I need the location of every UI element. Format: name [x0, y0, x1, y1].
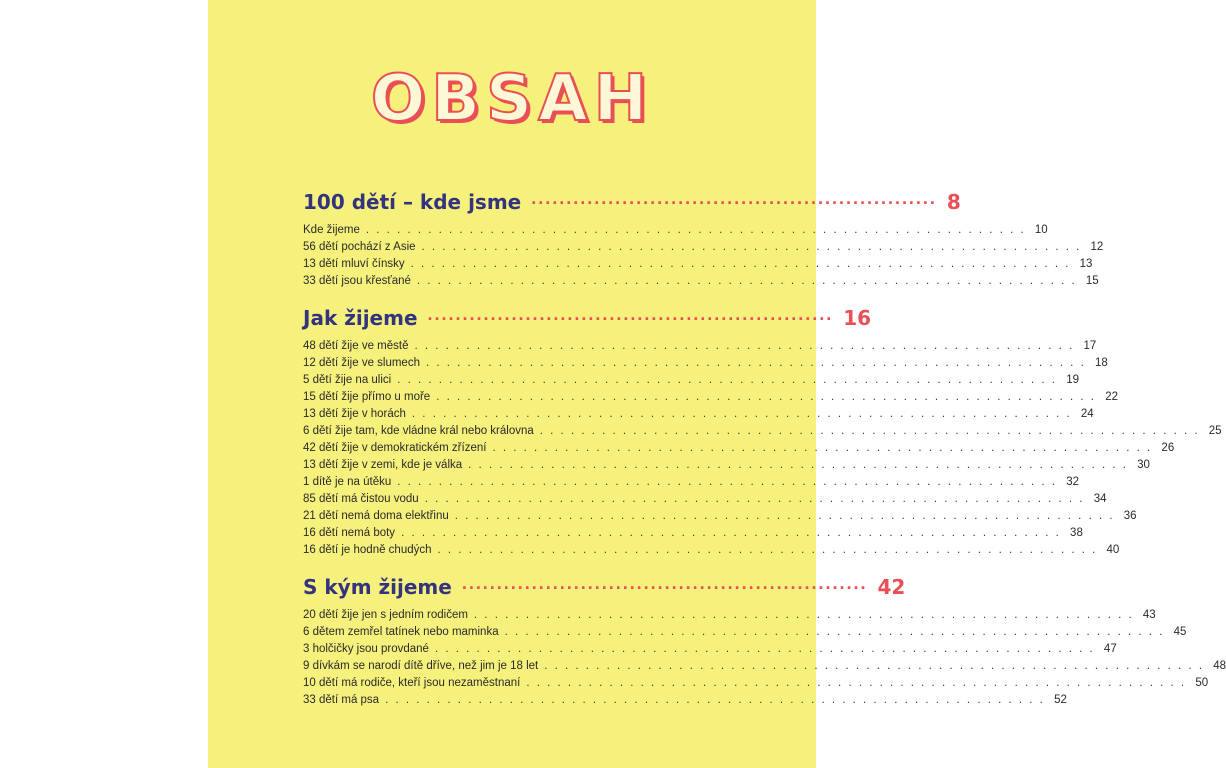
dot-leader: . . . . . . . . . . . . . . . . . . . . . . . . . . . . . . . . . . . . . . . . . . . . . . . . . . . . . . . . . . . . . . . . — [468, 459, 1128, 471]
entry-title: 33 dětí má psa — [303, 694, 380, 706]
entry-title: Kde žijeme — [303, 224, 360, 236]
toc-entry — [303, 544, 1120, 561]
dot-leader: . . . . . . . . . . . . . . . . . . . . . . . . . . . . . . . . . . . . . . . . . . . . . . . . . . . . . . . . . . . . . . . . — [397, 374, 1057, 386]
toc-section — [303, 306, 1222, 561]
section-heading — [303, 575, 906, 609]
toc-entry — [303, 391, 1118, 408]
dot-leader: . . . . . . . . . . . . . . . . . . . . . . . . . . . . . . . . . . . . . . . . . . . . . . . . . . . . . . . . . . . . . . . . — [504, 626, 1165, 638]
dot-leader: . . . . . . . . . . . . . . . . . . . . . . . . . . . . . . . . . . . . . . . . . . . . . . . . . . . . . . . . . . . . . . . . — [416, 275, 1077, 287]
entry-title: 6 dětem zemřel tatínek nebo maminka — [303, 626, 499, 638]
entry-title: 16 dětí nemá boty — [303, 527, 396, 539]
toc-section — [303, 190, 1104, 292]
dot-leader: . . . . . . . . . . . . . . . . . . . . . . . . . . . . . . . . . . . . . . . . . . . . . . . . . . . . . . . . . . . . . . . . — [473, 609, 1134, 621]
entry-title: 13 dětí žije v zemi, kde je válka — [303, 459, 463, 471]
entry-page-number: 50 — [1195, 677, 1209, 689]
toc-entry — [303, 425, 1222, 442]
entry-title: 10 dětí má rodiče, kteří jsou nezaměstnaní — [303, 677, 521, 689]
entry-page-number: 36 — [1123, 510, 1137, 522]
dot-leader: . . . . . . . . . . . . . . . . . . . . . . . . . . . . . . . . . . . . . . . . . . . . . . . . . . . . . . . . . . . . . . . . — [526, 677, 1187, 689]
toc-entry — [303, 527, 1083, 544]
toc-entry — [303, 459, 1150, 476]
toc-entry — [303, 476, 1080, 493]
dot-leader: ·························································· — [427, 309, 834, 329]
entry-title: 21 dětí nemá doma elektřinu — [303, 510, 449, 522]
dot-leader: . . . . . . . . . . . . . . . . . . . . . . . . . . . . . . . . . . . . . . . . . . . . . . . . . . . . . . . . . . . . . . . . — [411, 408, 1072, 420]
dot-leader: . . . . . . . . . . . . . . . . . . . . . . . . . . . . . . . . . . . . . . . . . . . . . . . . . . . . . . . . . . . . . . . . — [421, 241, 1082, 253]
entry-title: 9 dívkám se narodí dítě dříve, než jim je 18 let — [303, 660, 539, 672]
section-page-number: 16 — [843, 306, 872, 330]
dot-leader: . . . . . . . . . . . . . . . . . . . . . . . . . . . . . . . . . . . . . . . . . . . . . . . . . . . . . . . . . . . . . . . . — [414, 340, 1075, 352]
entry-title: 6 dětí žije tam, kde vládne král nebo královna — [303, 425, 534, 437]
dot-leader: ·························································· — [531, 193, 937, 213]
entry-title: 12 dětí žije ve slumech — [303, 357, 420, 369]
dot-leader: . . . . . . . . . . . . . . . . . . . . . . . . . . . . . . . . . . . . . . . . . . . . . . . . . . . . . . . . . . . . . . . . — [425, 357, 1086, 369]
entry-page-number: 38 — [1070, 527, 1083, 539]
toc-entry — [303, 258, 1093, 275]
entry-title: 56 dětí pochází z Asie — [303, 241, 416, 253]
entry-page-number: 34 — [1093, 493, 1107, 505]
entry-page-number: 13 — [1079, 258, 1093, 270]
section-title: 100 dětí – kde jsme — [303, 190, 522, 214]
dot-leader: . . . . . . . . . . . . . . . . . . . . . . . . . . . . . . . . . . . . . . . . . . . . . . . . . . . . . . . . . . . . . . . . — [436, 391, 1096, 403]
entry-title: 42 dětí žije v demokratickém zřízení — [303, 442, 487, 454]
entry-title: 3 holčičky jsou provdané — [303, 643, 429, 655]
toc-entry — [303, 677, 1209, 694]
toc-entry — [303, 626, 1187, 643]
toc-section — [303, 575, 1226, 711]
entry-page-number: 48 — [1213, 660, 1226, 672]
entry-page-number: 24 — [1080, 408, 1094, 420]
entry-page-number: 30 — [1137, 459, 1150, 471]
toc-entry — [303, 643, 1117, 660]
section-page-number: 8 — [946, 190, 961, 214]
dot-leader: . . . . . . . . . . . . . . . . . . . . . . . . . . . . . . . . . . . . . . . . . . . . . . . . . . . . . . . . . . . . . . . . — [454, 510, 1115, 522]
toc-entry — [303, 510, 1137, 527]
entry-page-number: 40 — [1106, 544, 1120, 556]
toc-entry — [303, 275, 1099, 292]
toc-entry — [303, 340, 1097, 357]
entry-title: 5 dětí žije na ulici — [303, 374, 392, 386]
entry-title: 13 dětí mluví čínsky — [303, 258, 405, 270]
entry-page-number: 45 — [1173, 626, 1187, 638]
entry-page-number: 17 — [1083, 340, 1097, 352]
dot-leader: . . . . . . . . . . . . . . . . . . . . . . . . . . . . . . . . . . . . . . . . . . . . . . . . . . . . . . . . . . . . . . . . — [401, 527, 1061, 539]
section-heading — [303, 306, 872, 340]
toc-entry — [303, 442, 1175, 459]
dot-leader: . . . . . . . . . . . . . . . . . . . . . . . . . . . . . . . . . . . . . . . . . . . . . . . . . . . . . . . . . . . . . . . . — [410, 258, 1071, 270]
dot-leader: . . . . . . . . . . . . . . . . . . . . . . . . . . . . . . . . . . . . . . . . . . . . . . . . . . . . . . . . . . . . . . . . — [437, 544, 1098, 556]
dot-leader: . . . . . . . . . . . . . . . . . . . . . . . . . . . . . . . . . . . . . . . . . . . . . . . . . . . . . . . . . . . . . . . . — [424, 493, 1085, 505]
toc-entry — [303, 374, 1079, 391]
entry-page-number: 47 — [1103, 643, 1117, 655]
dot-leader: . . . . . . . . . . . . . . . . . . . . . . . . . . . . . . . . . . . . . . . . . . . . . . . . . . . . . . . . . . . . . . . . — [397, 476, 1058, 488]
entry-title: 1 dítě je na útěku — [303, 476, 392, 488]
entry-page-number: 32 — [1066, 476, 1080, 488]
dot-leader: . . . . . . . . . . . . . . . . . . . . . . . . . . . . . . . . . . . . . . . . . . . . . . . . . . . . . . . . . . . . . . . . — [544, 660, 1205, 672]
entry-title: 33 dětí jsou křesťané — [303, 275, 411, 287]
dot-leader: . . . . . . . . . . . . . . . . . . . . . . . . . . . . . . . . . . . . . . . . . . . . . . . . . . . . . . . . . . . . . . . . — [385, 694, 1045, 706]
entry-page-number: 26 — [1161, 442, 1175, 454]
entry-page-number: 43 — [1142, 609, 1156, 621]
dot-leader: . . . . . . . . . . . . . . . . . . . . . . . . . . . . . . . . . . . . . . . . . . . . . . . . . . . . . . . . . . . . . . . . — [492, 442, 1153, 454]
toc-entry — [303, 224, 1048, 241]
toc-entry — [303, 241, 1104, 258]
entry-page-number: 22 — [1105, 391, 1118, 403]
entry-title: 15 dětí žije přímo u moře — [303, 391, 431, 403]
table-of-contents — [303, 190, 1226, 725]
section-title: S kým žijeme — [303, 575, 452, 599]
dot-leader: . . . . . . . . . . . . . . . . . . . . . . . . . . . . . . . . . . . . . . . . . . . . . . . . . . . . . . . . . . . . . . . . — [365, 224, 1026, 236]
section-page-number: 42 — [877, 575, 906, 599]
section-title: Jak žijeme — [303, 306, 418, 330]
dot-leader: ·························································· — [461, 578, 868, 598]
toc-entry — [303, 493, 1107, 510]
entry-title: 85 dětí má čistou vodu — [303, 493, 419, 505]
entry-title: 20 dětí žije jen s jedním rodičem — [303, 609, 468, 621]
entry-page-number: 18 — [1094, 357, 1108, 369]
entry-page-number: 12 — [1090, 241, 1104, 253]
page-title: OBSAH — [370, 62, 654, 136]
section-heading — [303, 190, 961, 224]
entry-title: 13 dětí žije v horách — [303, 408, 406, 420]
entry-title: 16 dětí je hodně chudých — [303, 544, 432, 556]
entry-page-number: 15 — [1085, 275, 1099, 287]
book-page — [208, 0, 1226, 768]
toc-entry — [303, 694, 1067, 711]
toc-entry — [303, 408, 1094, 425]
toc-entry — [303, 660, 1226, 677]
dot-leader: . . . . . . . . . . . . . . . . . . . . . . . . . . . . . . . . . . . . . . . . . . . . . . . . . . . . . . . . . . . . . . . . — [434, 643, 1095, 655]
entry-page-number: 19 — [1066, 374, 1079, 386]
toc-entry — [303, 609, 1156, 626]
entry-page-number: 10 — [1034, 224, 1048, 236]
dot-leader: . . . . . . . . . . . . . . . . . . . . . . . . . . . . . . . . . . . . . . . . . . . . . . . . . . . . . . . . . . . . . . . . — [539, 425, 1200, 437]
toc-entry — [303, 357, 1108, 374]
entry-page-number: 52 — [1054, 694, 1067, 706]
entry-title: 48 dětí žije ve městě — [303, 340, 409, 352]
entry-page-number: 25 — [1208, 425, 1222, 437]
